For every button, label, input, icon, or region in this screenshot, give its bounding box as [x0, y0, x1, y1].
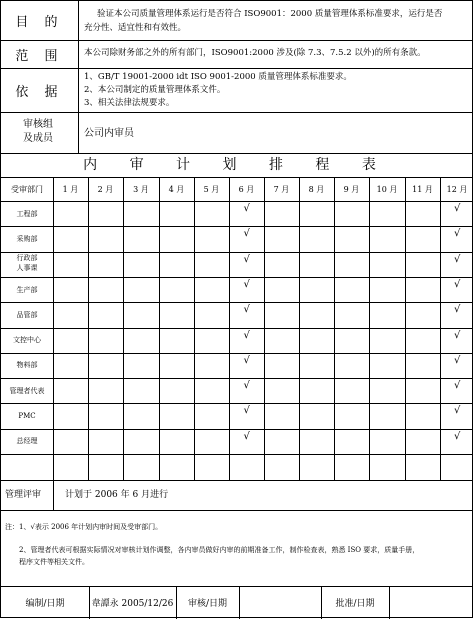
dept-name: 工程部: [16, 209, 38, 218]
check-mark: √: [243, 253, 250, 265]
purpose-text-line2: 充分性、适宜性和有效性。: [84, 23, 187, 33]
grid-col-divider: [123, 177, 124, 480]
dept-name: 物料部: [16, 361, 38, 370]
month-header: 3 月: [133, 184, 149, 194]
check-mark: √: [243, 304, 250, 316]
dept-name: 采购部: [16, 234, 38, 243]
month-header: 11 月: [412, 184, 433, 194]
prepared-value: 韋譚永 2005/12/26: [91, 599, 174, 609]
check-mark: √: [243, 354, 250, 366]
purpose-label: 目 的: [15, 15, 64, 30]
grid-col-divider: [159, 177, 160, 480]
dept-header: 受审部门: [11, 184, 43, 194]
grid-row-divider: [1, 429, 472, 430]
grid-row-divider: [1, 353, 472, 354]
grid-col-divider: [88, 177, 89, 480]
check-mark: √: [454, 430, 461, 442]
purpose-text-line1: 验证本公司质量管理体系运行是否符合 ISO9001：2000 质量管理体系标准要求，运行是否: [97, 9, 443, 19]
month-header: 1 月: [62, 184, 79, 194]
dept-name: PMC: [18, 412, 36, 421]
note-2-line1: 2、管理者代表可根据实际情况对审核计划作调整，各内审员做好内审的前期准备工作，制作检查表，熟悉 ISO 要求，质量手册，: [19, 546, 420, 554]
month-header: 12 月: [446, 184, 468, 194]
grid-row-divider: [1, 302, 472, 303]
grid-col-divider: [264, 177, 265, 480]
check-mark: √: [454, 278, 461, 290]
grid-row-divider: [1, 403, 472, 404]
check-mark: √: [454, 253, 461, 265]
divider: [53, 480, 54, 510]
grid-row-divider: [1, 277, 472, 278]
check-mark: √: [243, 380, 250, 392]
check-mark: √: [243, 203, 250, 214]
divider: [389, 586, 390, 619]
grid-row-divider: [1, 378, 472, 379]
grid-row-divider: [1, 201, 472, 202]
grid-col-divider: [194, 177, 195, 480]
scope-text: 本公司除财务部之外的所有部门，ISO9001:2000 涉及(除 7.3、7.5.2 以外)的所有条款。: [84, 48, 426, 58]
review-label: 管理评审: [5, 490, 42, 500]
month-header: 6 月: [238, 184, 255, 194]
grid-col-divider: [334, 177, 335, 480]
check-mark: √: [454, 228, 461, 240]
divider: [1, 112, 472, 113]
check-mark: √: [454, 380, 461, 392]
divider: [1, 480, 472, 481]
note-2-line2: 程序文件等相关文件。: [19, 558, 89, 566]
divider: [1, 510, 472, 511]
check-mark: √: [454, 203, 461, 214]
dept-name: 总经理: [16, 437, 38, 446]
check-mark: √: [243, 430, 250, 442]
scope-label: 范 围: [15, 48, 64, 64]
review-date-label: 审核/日期: [187, 599, 228, 609]
grid-row-divider: [1, 454, 472, 455]
review-text: 计划于 2006 年 6 月进行: [65, 490, 169, 500]
grid-row-divider: [1, 328, 472, 329]
approve-date-label: 批准/日期: [335, 599, 375, 609]
month-header: 2 月: [97, 184, 114, 194]
team-label-line2: 及成员: [23, 133, 53, 144]
basis-item: 1、GB/T 19001-2000 idt ISO 9001-2000 质量管理体系标准要求。: [84, 72, 352, 82]
grid-row-divider: [1, 226, 472, 227]
dept-name: 管理者代表: [9, 386, 45, 395]
grid-col-divider: [299, 177, 300, 480]
month-header: 8 月: [308, 184, 325, 194]
grid-col-divider: [440, 177, 441, 480]
divider: [239, 586, 240, 619]
basis-item: 2、本公司制定的质量管理体系文件。: [84, 85, 226, 95]
dept-name: 品管部: [16, 310, 38, 319]
month-header: 10 月: [376, 184, 398, 194]
dept-name: 行政部: [16, 254, 38, 263]
month-header: 5 月: [203, 184, 220, 194]
month-header: 4 月: [168, 184, 185, 194]
grid-col-divider: [53, 177, 54, 480]
check-mark: √: [454, 329, 461, 341]
team-text: 公司内审员: [84, 128, 134, 139]
grid-col-divider: [369, 177, 370, 480]
prepared-label: 编制/日期: [25, 599, 65, 609]
basis-item: 3、相关法律法规要求。: [84, 98, 175, 108]
check-mark: √: [243, 405, 250, 417]
check-mark: √: [243, 278, 250, 290]
month-header: 7 月: [273, 184, 290, 194]
team-label-line1: 审核组: [23, 119, 53, 130]
divider: [78, 1, 79, 153]
grid-col-divider: [405, 177, 406, 480]
basis-label: 依 据: [15, 84, 64, 100]
dept-name: 人事课: [16, 264, 38, 273]
note-1: 注：1、√表示 2006 年计划内审时间及受审部门。: [5, 523, 163, 531]
schedule-title: 内 审 计 划 排 程 表: [83, 157, 390, 173]
check-mark: √: [454, 405, 461, 417]
check-mark: √: [243, 329, 250, 341]
dept-name: 生产部: [16, 285, 38, 294]
grid-row-divider: [1, 252, 472, 253]
month-header: 9 月: [343, 184, 360, 194]
dept-name: 文控中心: [13, 336, 41, 345]
grid-col-divider: [229, 177, 230, 480]
check-mark: √: [454, 354, 461, 366]
check-mark: √: [243, 228, 250, 240]
check-mark: √: [454, 304, 461, 316]
